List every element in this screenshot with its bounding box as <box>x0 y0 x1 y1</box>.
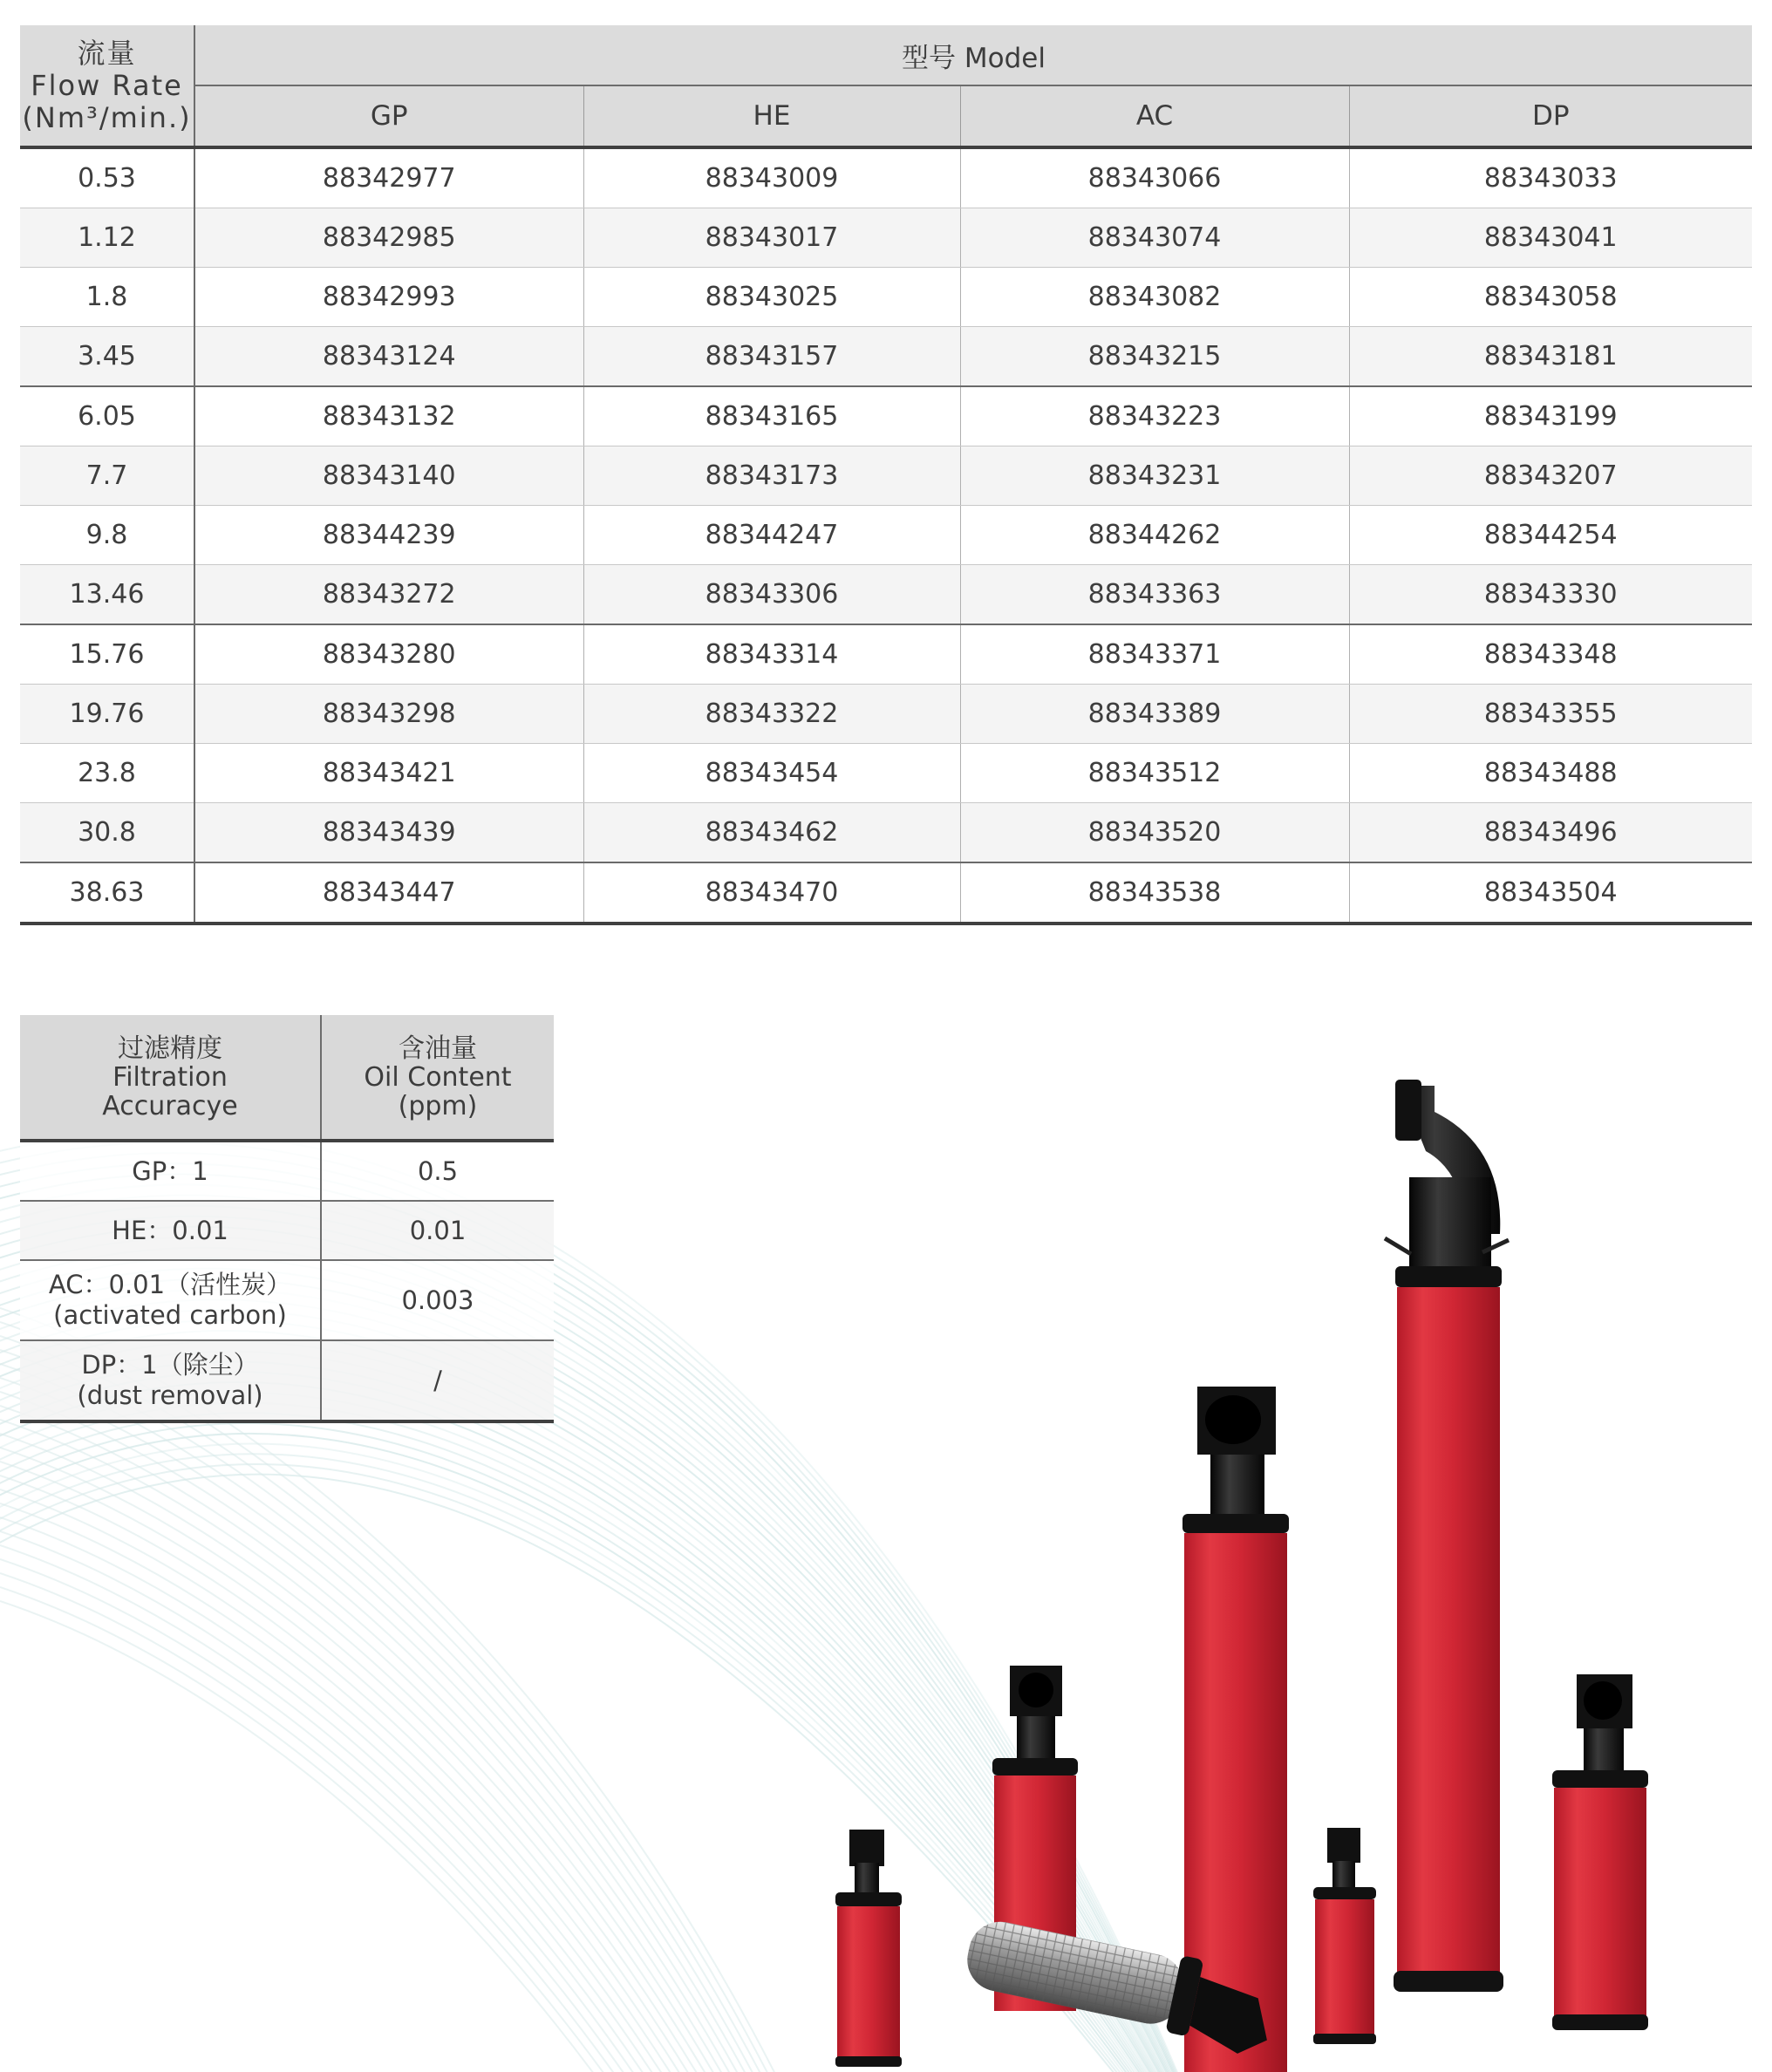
wave-line <box>0 1406 785 2072</box>
filter-small-center <box>1313 1828 1376 2044</box>
accuracy-table <box>20 1015 554 1423</box>
table-row <box>20 1141 554 1201</box>
he-cell: 88343306 <box>583 565 960 625</box>
gp-cell: 88342977 <box>194 147 583 208</box>
oil-header-en: Oil Content <box>364 1061 512 1093</box>
column-header-dp: DP <box>1349 85 1752 147</box>
ac-cell: 88343371 <box>960 624 1349 685</box>
he-cell: 88343322 <box>583 685 960 744</box>
accuracy-header-en2: Accuracye <box>102 1090 238 1121</box>
ac-cell: 88343223 <box>960 386 1349 446</box>
ac-cell: 88343538 <box>960 862 1349 924</box>
accuracy-header-en1: Filtration <box>112 1061 228 1093</box>
flow-rate-header-cn: 流量 <box>77 36 137 70</box>
flow-rate-cell: 1.12 <box>20 208 194 268</box>
ac-cell: 88344262 <box>960 506 1349 565</box>
gp-cell: 88343280 <box>194 624 583 685</box>
dp-cell: 88343348 <box>1349 624 1752 685</box>
table-row <box>20 685 1752 744</box>
wave-line <box>0 1517 785 2072</box>
table-row <box>20 1340 554 1421</box>
wave-line <box>0 1336 785 2072</box>
ac-cell: 88343231 <box>960 446 1349 506</box>
ac-cell: 88343512 <box>960 744 1349 803</box>
gp-cell: 88343140 <box>194 446 583 506</box>
accuracy-cell <box>20 1141 321 1201</box>
column-header-gp: GP <box>194 85 583 147</box>
gp-cell: 88342993 <box>194 268 583 327</box>
flow-rate-header-unit: (Nm³/min.) <box>22 100 192 134</box>
ac-cell: 88343066 <box>960 147 1349 208</box>
oil-header-cn: 含油量 <box>399 1033 477 1064</box>
accuracy-line: AC：0.01（活性炭） <box>48 1270 292 1299</box>
table-row <box>20 327 1752 387</box>
wave-line <box>0 1448 785 2072</box>
wave-line <box>0 1531 785 2072</box>
ac-cell: 88343389 <box>960 685 1349 744</box>
gp-cell: 88344239 <box>194 506 583 565</box>
he-cell: 88343157 <box>583 327 960 387</box>
ac-cell: 88343520 <box>960 803 1349 863</box>
flow-rate-header <box>20 25 194 147</box>
filter-small-left <box>835 1830 902 2067</box>
table-row <box>20 208 1752 268</box>
flow-rate-cell: 38.63 <box>20 862 194 924</box>
he-cell: 88343025 <box>583 268 960 327</box>
gp-cell: 88343421 <box>194 744 583 803</box>
flow-rate-cell: 30.8 <box>20 803 194 863</box>
he-cell: 88343470 <box>583 862 960 924</box>
flow-rate-cell: 6.05 <box>20 386 194 446</box>
gp-cell: 88342985 <box>194 208 583 268</box>
table-row <box>20 147 1752 208</box>
flow-rate-cell: 1.8 <box>20 268 194 327</box>
he-cell: 88343454 <box>583 744 960 803</box>
dp-cell: 88343033 <box>1349 147 1752 208</box>
he-cell: 88343314 <box>583 624 960 685</box>
he-cell: 88343017 <box>583 208 960 268</box>
wave-line <box>0 1434 785 2072</box>
he-cell: 88343165 <box>583 386 960 446</box>
gp-cell: 88343272 <box>194 565 583 625</box>
accuracy-cell <box>20 1260 321 1340</box>
accuracy-line: (dust removal) <box>77 1380 263 1410</box>
oil-content-header <box>321 1015 554 1141</box>
accuracy-cell <box>20 1340 321 1421</box>
oil-content-cell: 0.003 <box>321 1260 554 1340</box>
gp-cell: 88343447 <box>194 862 583 924</box>
table-row <box>20 565 1752 625</box>
model-table <box>20 25 1752 925</box>
flow-rate-cell: 23.8 <box>20 744 194 803</box>
table-row <box>20 446 1752 506</box>
accuracy-line: (activated carbon) <box>53 1300 287 1330</box>
gp-cell: 88343298 <box>194 685 583 744</box>
wave-line <box>0 1350 785 2072</box>
gp-cell: 88343439 <box>194 803 583 863</box>
column-header-ac: AC <box>960 85 1349 147</box>
dp-cell: 88343330 <box>1349 565 1752 625</box>
table-row <box>20 1260 554 1340</box>
dp-cell: 88343199 <box>1349 386 1752 446</box>
ac-cell: 88343082 <box>960 268 1349 327</box>
he-cell: 88343173 <box>583 446 960 506</box>
he-cell: 88343009 <box>583 147 960 208</box>
dp-cell: 88344254 <box>1349 506 1752 565</box>
table-row <box>20 862 1752 924</box>
ac-cell: 88343074 <box>960 208 1349 268</box>
filter-tall <box>1385 1080 1509 1992</box>
dp-cell: 88343207 <box>1349 446 1752 506</box>
dp-cell: 88343355 <box>1349 685 1752 744</box>
flow-rate-cell: 15.76 <box>20 624 194 685</box>
accuracy-header <box>20 1015 321 1141</box>
table-row <box>20 506 1752 565</box>
table-row <box>20 803 1752 863</box>
wave-line <box>0 1601 785 2072</box>
filter-elements-photo <box>820 1073 1772 2072</box>
flow-rate-cell: 0.53 <box>20 147 194 208</box>
filter-medium-right <box>1552 1674 1648 2030</box>
table-row <box>20 1201 554 1260</box>
accuracy-header-cn: 过滤精度 <box>118 1033 222 1064</box>
table-row <box>20 386 1752 446</box>
flow-rate-cell: 19.76 <box>20 685 194 744</box>
gp-cell: 88343124 <box>194 327 583 387</box>
flow-rate-cell: 3.45 <box>20 327 194 387</box>
flow-rate-cell: 13.46 <box>20 565 194 625</box>
oil-content-cell: / <box>321 1340 554 1421</box>
accuracy-line: DP：1（除尘） <box>81 1350 259 1380</box>
flow-rate-cell: 7.7 <box>20 446 194 506</box>
table-row <box>20 744 1752 803</box>
table-row <box>20 624 1752 685</box>
accuracy-line: HE：0.01 <box>112 1215 228 1245</box>
oil-header-unit: (ppm) <box>398 1090 478 1121</box>
column-header-he: HE <box>583 85 960 147</box>
oil-content-cell: 0.5 <box>321 1141 554 1201</box>
dp-cell: 88343504 <box>1349 862 1752 924</box>
ac-cell: 88343363 <box>960 565 1349 625</box>
model-header: 型号 Model <box>194 25 1752 85</box>
dp-cell: 88343181 <box>1349 327 1752 387</box>
table-row <box>20 268 1752 327</box>
dp-cell: 88343041 <box>1349 208 1752 268</box>
accuracy-line: GP：1 <box>132 1155 208 1186</box>
flow-rate-cell: 9.8 <box>20 506 194 565</box>
accuracy-cell <box>20 1201 321 1260</box>
oil-content-cell: 0.01 <box>321 1201 554 1260</box>
he-cell: 88343462 <box>583 803 960 863</box>
dp-cell: 88343058 <box>1349 268 1752 327</box>
he-cell: 88344247 <box>583 506 960 565</box>
dp-cell: 88343488 <box>1349 744 1752 803</box>
flow-rate-header-en: Flow Rate <box>31 68 183 102</box>
ac-cell: 88343215 <box>960 327 1349 387</box>
gp-cell: 88343132 <box>194 386 583 446</box>
dp-cell: 88343496 <box>1349 803 1752 863</box>
